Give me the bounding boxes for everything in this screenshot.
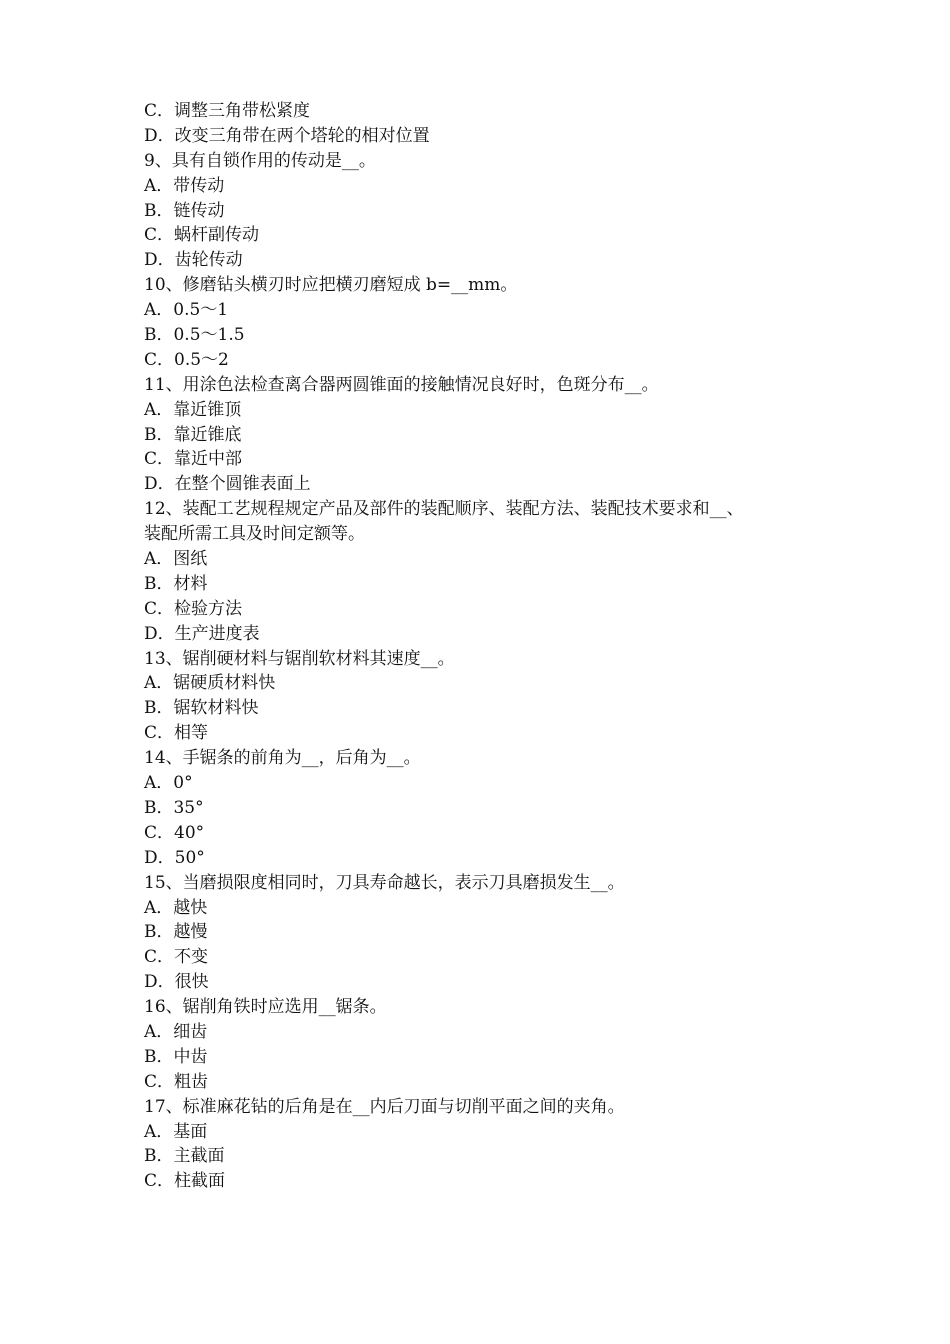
option-line: B．锯软材料快 [144,698,259,719]
option-line: C．40° [144,822,205,843]
question-line: 10、修磨钻头横刃时应把横刃磨短成 b=__mm。 [144,275,518,296]
question-line: 9、具有自锁作用的传动是__。 [144,150,376,171]
option-line: D．生产进度表 [144,623,260,644]
option-line: D．齿轮传动 [144,250,243,271]
option-line: B．0.5～1.5 [144,325,245,346]
question-line: 15、当磨损限度相同时，刀具寿命越长，表示刀具磨损发生__。 [144,872,625,893]
option-line: B．35° [144,797,204,818]
option-line: C．检验方法 [144,598,243,619]
option-line: D．在整个圆锥表面上 [144,474,311,495]
option-line: A．细齿 [144,1021,208,1042]
question-line: 16、锯削角铁时应选用__锯条。 [144,997,387,1018]
question-line: 12、装配工艺规程规定产品及部件的装配顺序、装配方法、装配技术要求和__、 [144,499,744,520]
option-line: A．锯硬质材料快 [144,673,276,694]
question-line: 13、锯削硬材料与锯削软材料其速度__。 [144,648,455,669]
option-line: B．材料 [144,573,208,594]
option-line: B．越慢 [144,922,208,943]
option-line: C．柱截面 [144,1171,226,1192]
option-line: C．不变 [144,947,209,968]
option-line: A．基面 [144,1121,208,1142]
document-body [144,99,824,1194]
option-line: D．很快 [144,972,209,993]
question-line-continued: 装配所需工具及时间定额等。 [144,524,365,545]
option-line: C．0.5～2 [144,349,229,370]
option-line: C．靠近中部 [144,449,243,470]
option-line: D．改变三角带在两个塔轮的相对位置 [144,125,430,146]
option-line: C．蜗杆副传动 [144,225,260,246]
question-line: 17、标准麻花钻的后角是在__内后刀面与切削平面之间的夹角。 [144,1096,625,1117]
option-line: A．0° [144,773,193,794]
option-line: B．靠近锥底 [144,424,242,445]
option-line: D．50° [144,847,205,868]
option-line: C．相等 [144,723,209,744]
option-line: A．图纸 [144,549,208,570]
option-line: A．0.5～1 [144,300,229,321]
option-line: B．主截面 [144,1146,225,1167]
option-line: A．带传动 [144,175,225,196]
option-line: B．中齿 [144,1046,208,1067]
option-line: A．靠近锥顶 [144,399,242,420]
option-line: B．链传动 [144,200,225,221]
question-line: 11、用涂色法检查离合器两圆锥面的接触情况良好时，色斑分布__。 [144,374,659,395]
question-line: 14、手锯条的前角为__，后角为__。 [144,748,421,769]
option-line: A．越快 [144,897,208,918]
option-line: C．调整三角带松紧度 [144,101,311,121]
option-line: C．粗齿 [144,1071,209,1092]
